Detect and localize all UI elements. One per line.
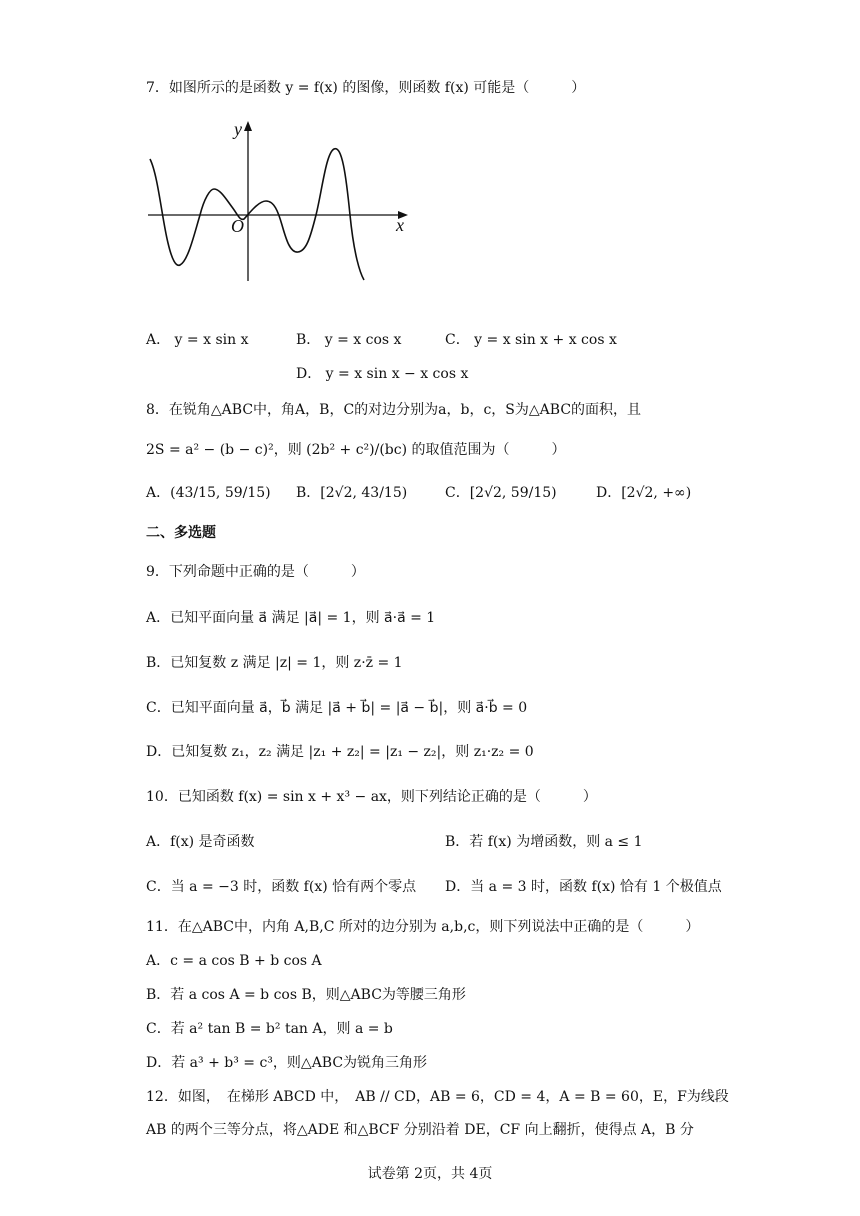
- q7-option-a: A． y = x sin x: [146, 332, 249, 348]
- q8-option-b: B．[2√2, 43/15): [296, 485, 408, 501]
- q7-option-d: D． y = x sin x − x cos x: [296, 366, 469, 382]
- q7-option-b: B． y = x cos x: [296, 332, 402, 348]
- q11-stem: 11．在△ABC中，内角 A,B,C 所对的边分别为 a,b,c，则下列说法中正确的是（ ）: [146, 919, 700, 935]
- y-axis-arrow: [244, 121, 252, 131]
- origin-label: O: [231, 216, 244, 236]
- q10-option-b: B．若 f(x) 为增函数，则 a ≤ 1: [445, 834, 643, 850]
- q8-option-d: D．[2√2, +∞): [596, 485, 692, 501]
- q9-option-a: A．已知平面向量 a⃗ 满足 |a⃗| = 1，则 a⃗·a⃗ = 1: [146, 610, 436, 626]
- q11-option-c: C．若 a² tan B = b² tan A，则 a = b: [146, 1021, 393, 1037]
- q8-option-a: A．(43/15, 59/15): [146, 485, 271, 501]
- q8-stem: 8．在锐角△ABC中，角A，B，C的对边分别为a，b，c，S为△ABC的面积，且: [146, 402, 642, 418]
- axis-y-label: y: [234, 119, 242, 139]
- page-footer: 试卷第 2页，共 4页: [367, 1166, 493, 1182]
- q11-option-a: A．c = a cos B + b cos A: [146, 953, 322, 969]
- q10-option-d: D．当 a = 3 时，函数 f(x) 恰有 1 个极值点: [445, 879, 722, 895]
- section-heading: 二、多选题: [146, 525, 216, 541]
- q7-graph: [140, 115, 420, 290]
- q10-option-c: C．当 a = −3 时，函数 f(x) 恰有两个零点: [146, 879, 417, 895]
- q7-stem: 7．如图所示的是函数 y = f(x) 的图像，则函数 f(x) 可能是（ ）: [146, 80, 586, 96]
- q9-stem: 9．下列命题中正确的是（ ）: [146, 564, 365, 580]
- q12-line-1: 12．如图， 在梯形 ABCD 中， AB // CD，AB = 6，CD = 4，A = B = 60，E，F为线段: [146, 1089, 729, 1105]
- q7-option-c: C． y = x sin x + x cos x: [445, 332, 617, 348]
- q11-option-b: B．若 a cos A = b cos B，则△ABC为等腰三角形: [146, 987, 466, 1003]
- q9-option-d: D．已知复数 z₁，z₂ 满足 |z₁ + z₂| = |z₁ − z₂|，则 z₁·z₂ = 0: [146, 744, 534, 760]
- q12-line-2: AB 的两个三等分点，将△ADE 和△BCF 分别沿着 DE，CF 向上翻折，使得点 A，B 分: [146, 1122, 694, 1138]
- q9-option-b: B．已知复数 z 满足 |z| = 1，则 z·z̄ = 1: [146, 655, 403, 671]
- q10-option-a: A．f(x) 是奇函数: [146, 834, 255, 850]
- function-curve: [150, 149, 364, 280]
- axis-x-label: x: [396, 215, 404, 235]
- q8-stem-2: 2S = a² − (b − c)²，则 (2b² + c²)/(bc) 的取值范围为（ ）: [146, 442, 566, 458]
- q11-option-d: D．若 a³ + b³ = c³，则△ABC为锐角三角形: [146, 1055, 428, 1071]
- q10-stem: 10．已知函数 f(x) = sin x + x³ − ax，则下列结论正确的是（ ）: [146, 789, 597, 805]
- q9-option-c: C．已知平面向量 a⃗，b⃗ 满足 |a⃗ + b⃗| = |a⃗ − b⃗|，则 a⃗·b⃗ = 0: [146, 700, 528, 716]
- q8-option-c: C．[2√2, 59/15): [445, 485, 557, 501]
